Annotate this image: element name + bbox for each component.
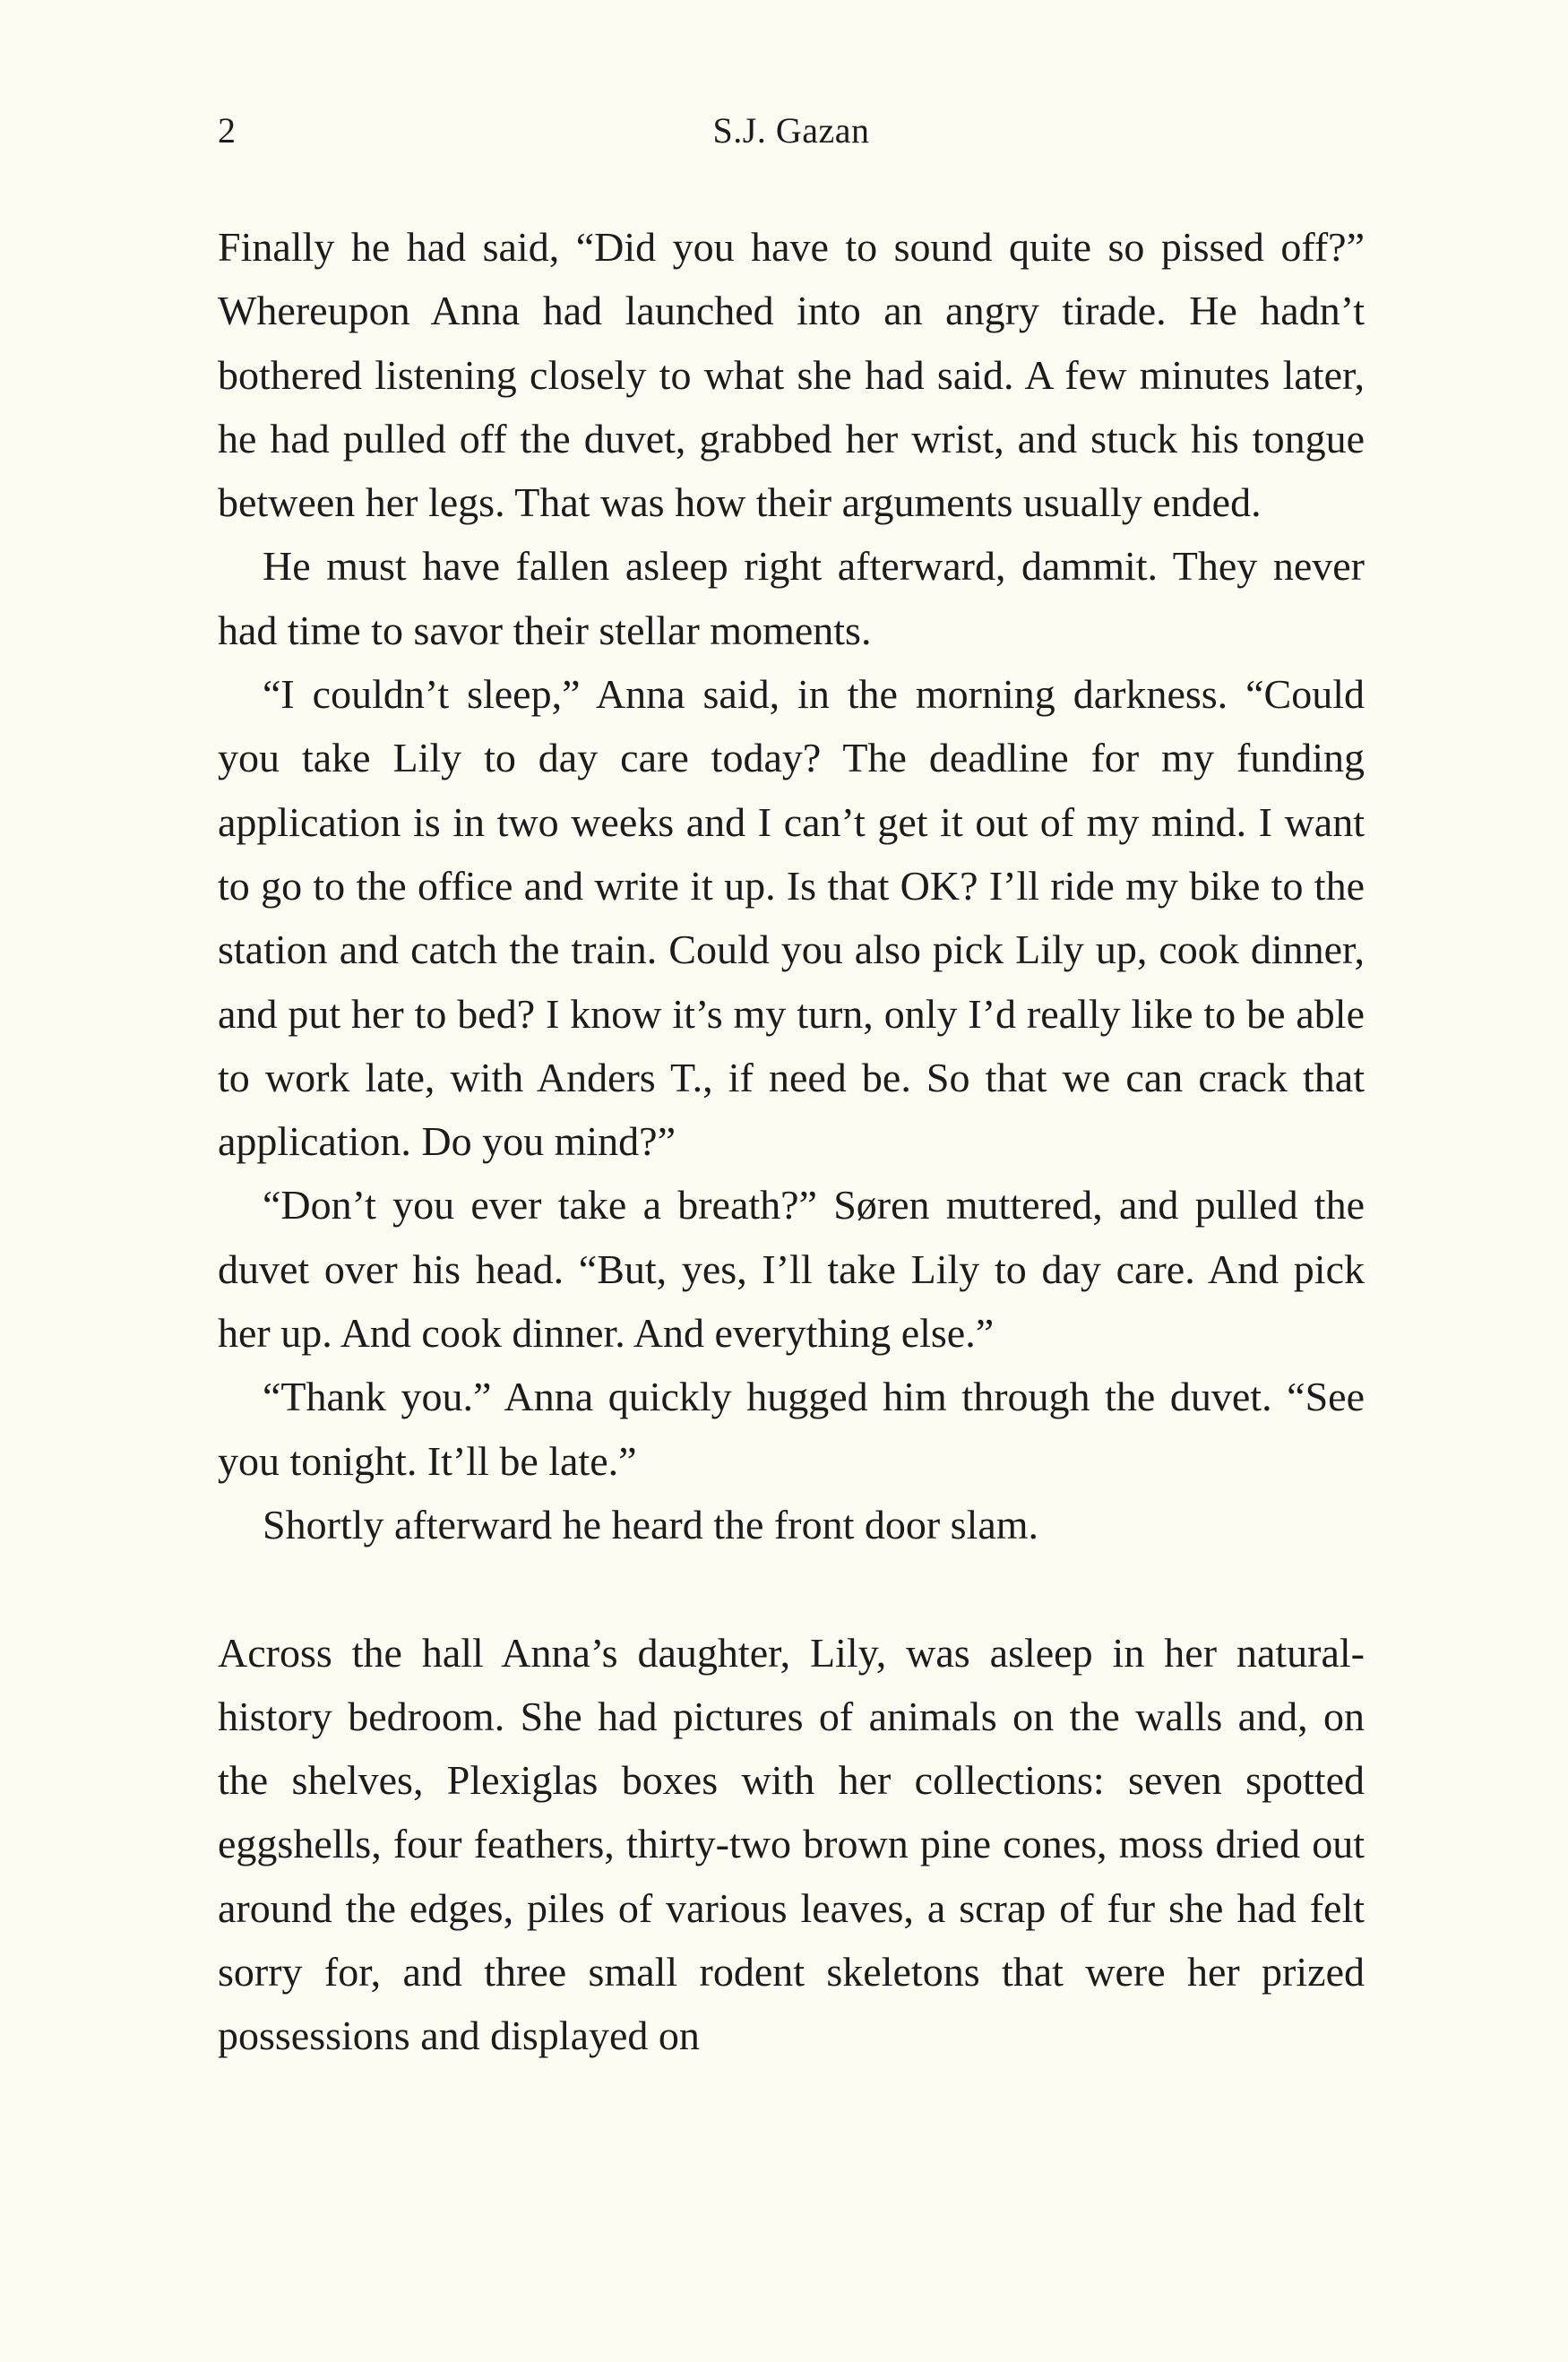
paragraph: Shortly afterward he heard the front door slam. bbox=[263, 1501, 1039, 1547]
paragraph: “Don’t you ever take a breath?” Søren muttered, and pulled the duvet over his head. “But, yes, I’ll take Lily to day care. And pick her up. And cook dinner. And everything else.” bbox=[218, 1182, 1365, 1357]
body-text bbox=[218, 215, 1365, 2068]
paragraph: “I couldn’t sleep,” Anna said, in the morning darkness. “Could you take Lily to day care today? The deadline for my funding application is in two weeks and I can’t get it out of my mind. I want to go to the office and write it up. Is that OK? I’ll ride my bike to the station and catch the train. Could you also pick Lily up, cook dinner, and put her to bed? I know it’s my turn, only I’d really like to be able to work late, with Anders T., if need be. So that we can crack that application. Do you mind?” bbox=[218, 671, 1365, 1165]
running-head-author: S.J. Gazan bbox=[712, 110, 870, 151]
running-head bbox=[218, 106, 1365, 156]
paragraph: Finally he had said, “Did you have to sound quite so pissed off?” Whereupon Anna had launched into an angry tirade. He hadn’t bothered listening closely to what she had said. A few minutes later, he had pulled off the duvet, grabbed her wrist, and stuck his tongue between her legs. That was how their arguments usually ended. bbox=[218, 224, 1365, 526]
paragraph: He must have fallen asleep right afterward, dammit. They never had time to savor their stellar moments. bbox=[218, 543, 1365, 653]
page-number: 2 bbox=[218, 110, 236, 151]
section-break bbox=[218, 1556, 1365, 1620]
paragraph: Across the hall Anna’s daughter, Lily, was asleep in her natural-history bedroom. She had pictures of animals on the walls and, on the shelves, Plexiglas boxes with her collections: seven spotted eggshells, four feathers, thirty-two brown pine cones, moss dried out around the edges, piles of various leaves, a scrap of fur she had felt sorry for, and three small rodent skeletons that were her prized possessions and displayed on bbox=[218, 1629, 1365, 2059]
paragraph: “Thank you.” Anna quickly hugged him through the duvet. “See you tonight. It’ll be late.” bbox=[218, 1374, 1365, 1484]
